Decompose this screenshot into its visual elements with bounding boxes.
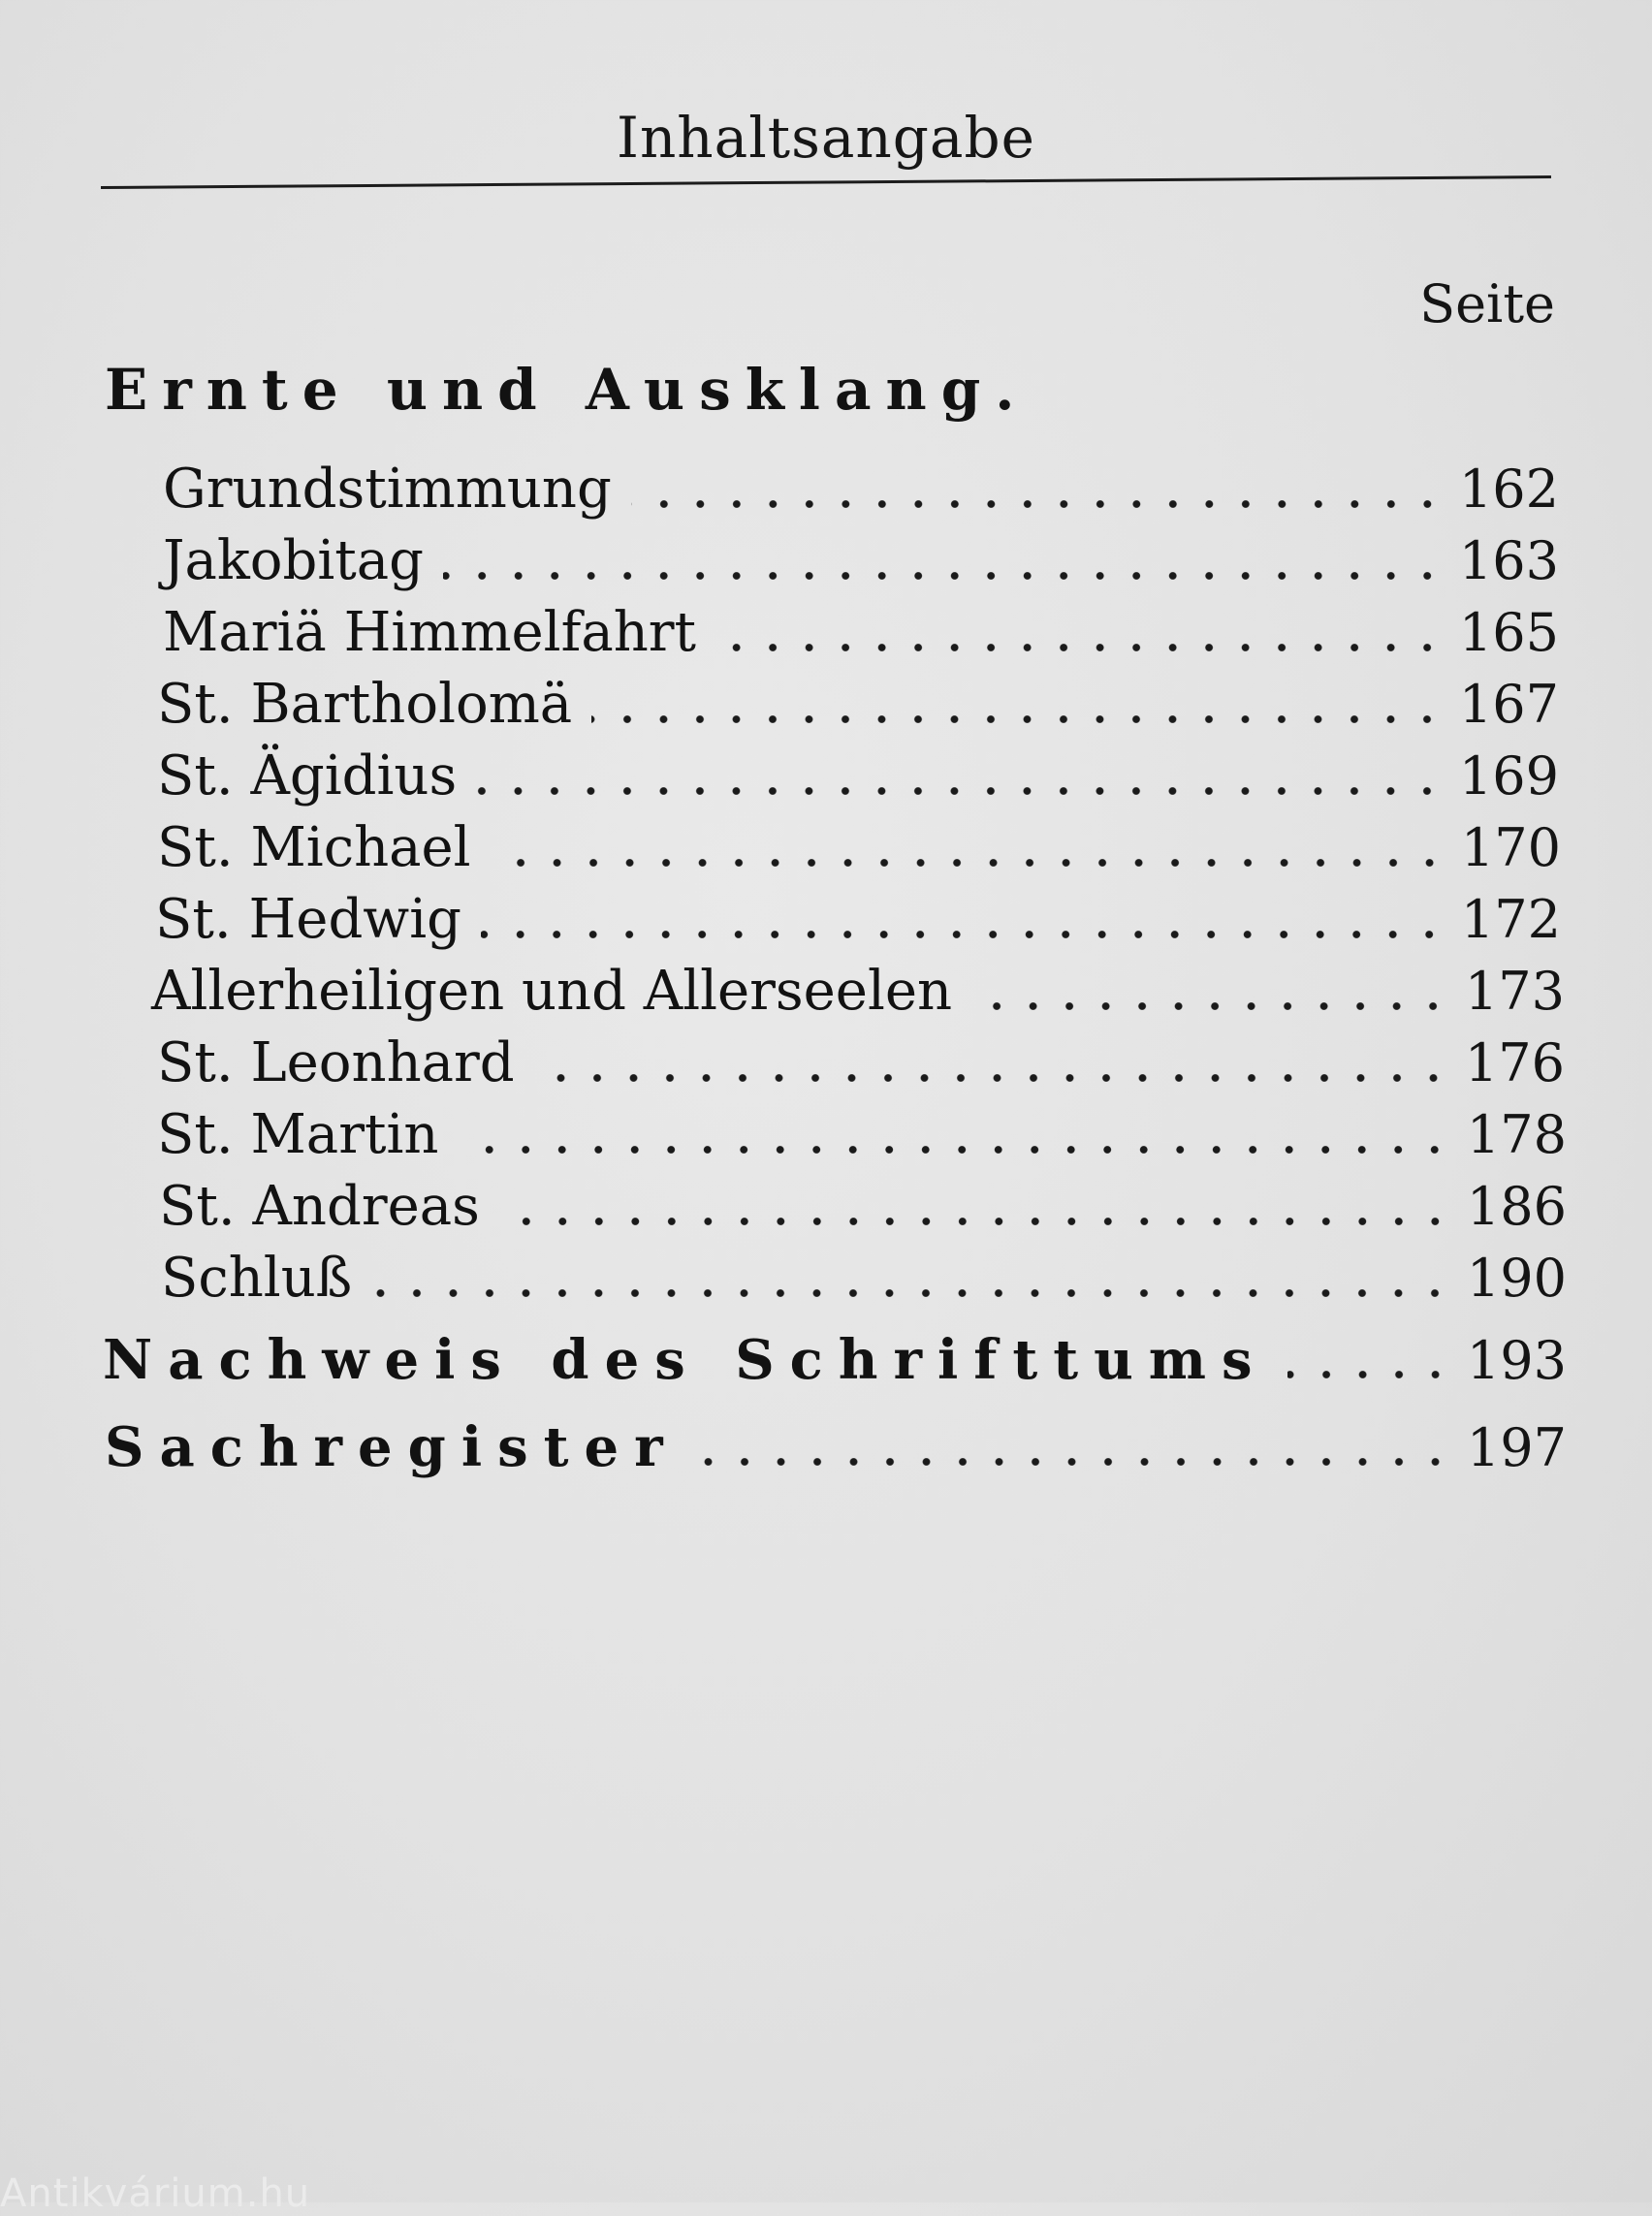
toc-entry-page: 178 <box>1466 1104 1567 1165</box>
toc-entry-page: 167 <box>1458 674 1559 735</box>
toc-entry-label: St. Martin <box>157 1103 439 1166</box>
toc-entry-label: Mariä Himmelfahrt <box>163 601 697 664</box>
toc-entry-label: St. Andreas <box>159 1175 480 1238</box>
toc-entry <box>155 888 1561 954</box>
toc-top-entry-page: 197 <box>1466 1417 1567 1478</box>
dot-leader <box>1287 1369 1453 1380</box>
toc-entry <box>157 816 1561 882</box>
toc-entry <box>163 601 1559 667</box>
toc-entry-page: 173 <box>1464 961 1565 1022</box>
toc-entry <box>163 458 1559 523</box>
toc-entry-label: St. Hedwig <box>155 888 461 951</box>
dot-leader <box>458 1144 1452 1155</box>
toc-top-entry <box>103 1328 1567 1394</box>
toc-entry-label: St. Bartholomä <box>157 673 573 736</box>
dot-leader <box>698 1456 1453 1468</box>
dot-leader <box>499 1216 1453 1227</box>
dot-leader <box>481 929 1447 940</box>
toc-entry <box>159 1175 1567 1241</box>
dot-leader <box>631 498 1446 510</box>
toc-entry <box>157 1031 1565 1097</box>
page-column-label: Seite <box>1419 273 1555 334</box>
toc-top-entry <box>105 1415 1567 1481</box>
toc-entry <box>163 529 1559 595</box>
toc-entry-page: 170 <box>1460 817 1561 878</box>
toc-entry-page: 162 <box>1458 459 1559 520</box>
toc-entry <box>157 1103 1567 1169</box>
dot-leader <box>491 857 1447 869</box>
toc-entry-label: Jakobitag <box>163 529 424 592</box>
toc-entry-label: St. Ägidius <box>157 744 458 807</box>
toc-entry-label: Allerheiligen und Allerseelen <box>151 960 953 1023</box>
dot-leader <box>443 570 1446 582</box>
toc-entry-label: St. Michael <box>157 816 471 879</box>
dot-leader <box>371 1287 1453 1299</box>
toc-entry-page: 176 <box>1464 1032 1565 1093</box>
watermark: Antikvárium.hu <box>0 2171 311 2216</box>
toc-top-entry-label: Nachweis des Schrifttums <box>103 1328 1268 1392</box>
dot-leader <box>715 642 1446 653</box>
dot-leader <box>476 785 1446 797</box>
toc-entry <box>161 1247 1567 1313</box>
toc-entry-page: 165 <box>1458 602 1559 663</box>
dot-leader <box>534 1072 1451 1084</box>
toc-entry <box>157 744 1559 810</box>
toc-top-entry-label: Sachregister <box>105 1415 679 1479</box>
toc-entry-page: 172 <box>1460 889 1561 950</box>
dot-leader <box>971 1000 1451 1012</box>
toc-entry-label: Schluß <box>161 1247 353 1310</box>
toc-entry-page: 169 <box>1458 745 1559 807</box>
toc-entry <box>157 673 1559 739</box>
toc-entry-page: 186 <box>1466 1176 1567 1237</box>
toc-entry-page: 163 <box>1458 530 1559 591</box>
toc-entry-label: Grundstimmung <box>163 458 612 521</box>
section-title: Ernte und Ausklang. <box>105 357 1030 423</box>
dot-leader <box>591 713 1446 725</box>
toc-entry-label: St. Leonhard <box>157 1031 515 1094</box>
toc-top-entry-page: 193 <box>1466 1330 1567 1391</box>
running-title: Inhaltsangabe <box>617 105 1035 171</box>
toc-entry <box>151 960 1565 1026</box>
toc-entry-page: 190 <box>1466 1248 1567 1309</box>
